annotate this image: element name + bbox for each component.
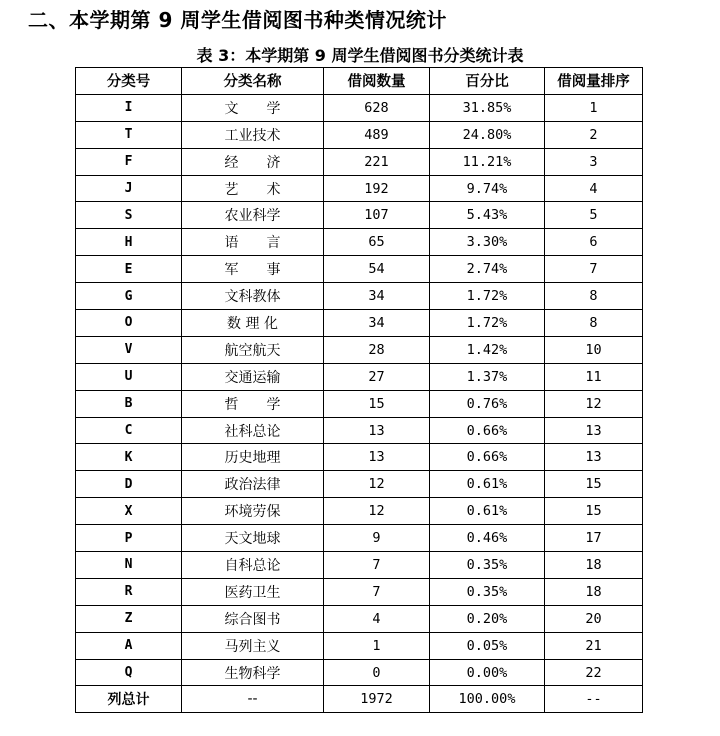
table-row bbox=[76, 390, 643, 417]
borrow-count: 628 bbox=[324, 94, 430, 121]
borrow-percent: 1.42% bbox=[430, 336, 545, 363]
category-name: 文 学 bbox=[182, 94, 324, 121]
category-code: C bbox=[76, 417, 182, 444]
total-label: 列总计 bbox=[76, 686, 182, 713]
col-header-rank: 借阅量排序 bbox=[545, 68, 643, 95]
category-code: E bbox=[76, 256, 182, 283]
borrow-percent: 2.74% bbox=[430, 256, 545, 283]
table-row bbox=[76, 283, 643, 310]
borrow-percent: 1.72% bbox=[430, 310, 545, 337]
table-body bbox=[76, 94, 643, 686]
category-name: 医药卫生 bbox=[182, 578, 324, 605]
borrow-count: 27 bbox=[324, 363, 430, 390]
borrow-rank: 20 bbox=[545, 605, 643, 632]
category-name: 生物科学 bbox=[182, 659, 324, 686]
category-code: D bbox=[76, 471, 182, 498]
category-code: A bbox=[76, 632, 182, 659]
borrow-rank: 15 bbox=[545, 471, 643, 498]
borrow-rank: 6 bbox=[545, 229, 643, 256]
table-row bbox=[76, 175, 643, 202]
category-code: Q bbox=[76, 659, 182, 686]
borrow-count: 4 bbox=[324, 605, 430, 632]
table-row bbox=[76, 148, 643, 175]
borrow-count: 15 bbox=[324, 390, 430, 417]
borrow-percent: 0.35% bbox=[430, 552, 545, 579]
table-row bbox=[76, 605, 643, 632]
borrow-percent: 0.66% bbox=[430, 417, 545, 444]
book-category-table bbox=[75, 67, 643, 713]
borrow-percent: 3.30% bbox=[430, 229, 545, 256]
borrow-rank: 18 bbox=[545, 552, 643, 579]
table-row bbox=[76, 498, 643, 525]
borrow-rank: 13 bbox=[545, 417, 643, 444]
table-row bbox=[76, 578, 643, 605]
borrow-count: 28 bbox=[324, 336, 430, 363]
category-code: B bbox=[76, 390, 182, 417]
borrow-rank: 12 bbox=[545, 390, 643, 417]
table-row bbox=[76, 552, 643, 579]
borrow-rank: 13 bbox=[545, 444, 643, 471]
borrow-percent: 24.80% bbox=[430, 121, 545, 148]
borrow-percent: 5.43% bbox=[430, 202, 545, 229]
category-code: U bbox=[76, 363, 182, 390]
total-percent: 100.00% bbox=[430, 686, 545, 713]
category-name: 哲 学 bbox=[182, 390, 324, 417]
borrow-percent: 0.00% bbox=[430, 659, 545, 686]
borrow-count: 12 bbox=[324, 471, 430, 498]
category-code: F bbox=[76, 148, 182, 175]
borrow-rank: 18 bbox=[545, 578, 643, 605]
borrow-rank: 3 bbox=[545, 148, 643, 175]
borrow-rank: 4 bbox=[545, 175, 643, 202]
table-row bbox=[76, 121, 643, 148]
borrow-percent: 0.35% bbox=[430, 578, 545, 605]
borrow-count: 9 bbox=[324, 525, 430, 552]
borrow-percent: 1.72% bbox=[430, 283, 545, 310]
borrow-percent: 0.05% bbox=[430, 632, 545, 659]
col-header-percent: 百分比 bbox=[430, 68, 545, 95]
category-name: 军 事 bbox=[182, 256, 324, 283]
category-code: X bbox=[76, 498, 182, 525]
borrow-rank: 22 bbox=[545, 659, 643, 686]
category-name: 艺 术 bbox=[182, 175, 324, 202]
borrow-rank: 21 bbox=[545, 632, 643, 659]
category-code: S bbox=[76, 202, 182, 229]
category-name: 交通运输 bbox=[182, 363, 324, 390]
category-code: K bbox=[76, 444, 182, 471]
table-caption: 表 3：本学期第 9 周学生借阅图书分类统计表 bbox=[196, 46, 524, 65]
borrow-rank: 11 bbox=[545, 363, 643, 390]
borrow-count: 7 bbox=[324, 578, 430, 605]
borrow-count: 54 bbox=[324, 256, 430, 283]
category-code: G bbox=[76, 283, 182, 310]
total-name: -- bbox=[182, 686, 324, 713]
category-name: 工业技术 bbox=[182, 121, 324, 148]
category-code: N bbox=[76, 552, 182, 579]
category-code: O bbox=[76, 310, 182, 337]
category-code: I bbox=[76, 94, 182, 121]
borrow-count: 7 bbox=[324, 552, 430, 579]
borrow-count: 489 bbox=[324, 121, 430, 148]
borrow-rank: 8 bbox=[545, 283, 643, 310]
borrow-rank: 10 bbox=[545, 336, 643, 363]
category-code: T bbox=[76, 121, 182, 148]
borrow-percent: 0.20% bbox=[430, 605, 545, 632]
table-row bbox=[76, 229, 643, 256]
category-name: 航空航天 bbox=[182, 336, 324, 363]
borrow-count: 221 bbox=[324, 148, 430, 175]
borrow-count: 65 bbox=[324, 229, 430, 256]
table-row bbox=[76, 525, 643, 552]
table-row bbox=[76, 659, 643, 686]
table-row bbox=[76, 336, 643, 363]
table-row bbox=[76, 417, 643, 444]
borrow-rank: 17 bbox=[545, 525, 643, 552]
total-count: 1972 bbox=[324, 686, 430, 713]
borrow-percent: 0.46% bbox=[430, 525, 545, 552]
borrow-count: 107 bbox=[324, 202, 430, 229]
total-row bbox=[76, 686, 643, 713]
table-row bbox=[76, 256, 643, 283]
borrow-count: 13 bbox=[324, 417, 430, 444]
category-name: 社科总论 bbox=[182, 417, 324, 444]
borrow-count: 34 bbox=[324, 310, 430, 337]
table-row bbox=[76, 363, 643, 390]
borrow-percent: 0.76% bbox=[430, 390, 545, 417]
category-code: V bbox=[76, 336, 182, 363]
borrow-percent: 0.66% bbox=[430, 444, 545, 471]
borrow-percent: 1.37% bbox=[430, 363, 545, 390]
borrow-rank: 7 bbox=[545, 256, 643, 283]
category-name: 天文地球 bbox=[182, 525, 324, 552]
borrow-rank: 8 bbox=[545, 310, 643, 337]
table-row bbox=[76, 310, 643, 337]
borrow-percent: 0.61% bbox=[430, 471, 545, 498]
borrow-percent: 11.21% bbox=[430, 148, 545, 175]
category-name: 经 济 bbox=[182, 148, 324, 175]
borrow-count: 1 bbox=[324, 632, 430, 659]
table-row bbox=[76, 94, 643, 121]
category-name: 历史地理 bbox=[182, 444, 324, 471]
category-name: 综合图书 bbox=[182, 605, 324, 632]
borrow-count: 34 bbox=[324, 283, 430, 310]
borrow-percent: 9.74% bbox=[430, 175, 545, 202]
borrow-count: 12 bbox=[324, 498, 430, 525]
col-header-code: 分类号 bbox=[76, 68, 182, 95]
category-code: P bbox=[76, 525, 182, 552]
category-name: 数 理 化 bbox=[182, 310, 324, 337]
borrow-count: 0 bbox=[324, 659, 430, 686]
table-row bbox=[76, 444, 643, 471]
borrow-rank: 5 bbox=[545, 202, 643, 229]
category-code: R bbox=[76, 578, 182, 605]
category-name: 环境劳保 bbox=[182, 498, 324, 525]
borrow-rank: 15 bbox=[545, 498, 643, 525]
category-name: 自科总论 bbox=[182, 552, 324, 579]
total-rank: -- bbox=[545, 686, 643, 713]
category-name: 马列主义 bbox=[182, 632, 324, 659]
borrow-rank: 2 bbox=[545, 121, 643, 148]
category-name: 农业科学 bbox=[182, 202, 324, 229]
table-row bbox=[76, 471, 643, 498]
table-header-row bbox=[76, 68, 643, 95]
category-name: 语 言 bbox=[182, 229, 324, 256]
section-heading: 二、本学期第 9 周学生借阅图书种类情况统计 bbox=[28, 8, 447, 32]
category-name: 政治法律 bbox=[182, 471, 324, 498]
category-code: Z bbox=[76, 605, 182, 632]
borrow-count: 13 bbox=[324, 444, 430, 471]
borrow-percent: 31.85% bbox=[430, 94, 545, 121]
category-name: 文科教体 bbox=[182, 283, 324, 310]
borrow-percent: 0.61% bbox=[430, 498, 545, 525]
table-row bbox=[76, 632, 643, 659]
col-header-name: 分类名称 bbox=[182, 68, 324, 95]
borrow-rank: 1 bbox=[545, 94, 643, 121]
table-row bbox=[76, 202, 643, 229]
col-header-count: 借阅数量 bbox=[324, 68, 430, 95]
borrow-count: 192 bbox=[324, 175, 430, 202]
category-code: H bbox=[76, 229, 182, 256]
category-code: J bbox=[76, 175, 182, 202]
